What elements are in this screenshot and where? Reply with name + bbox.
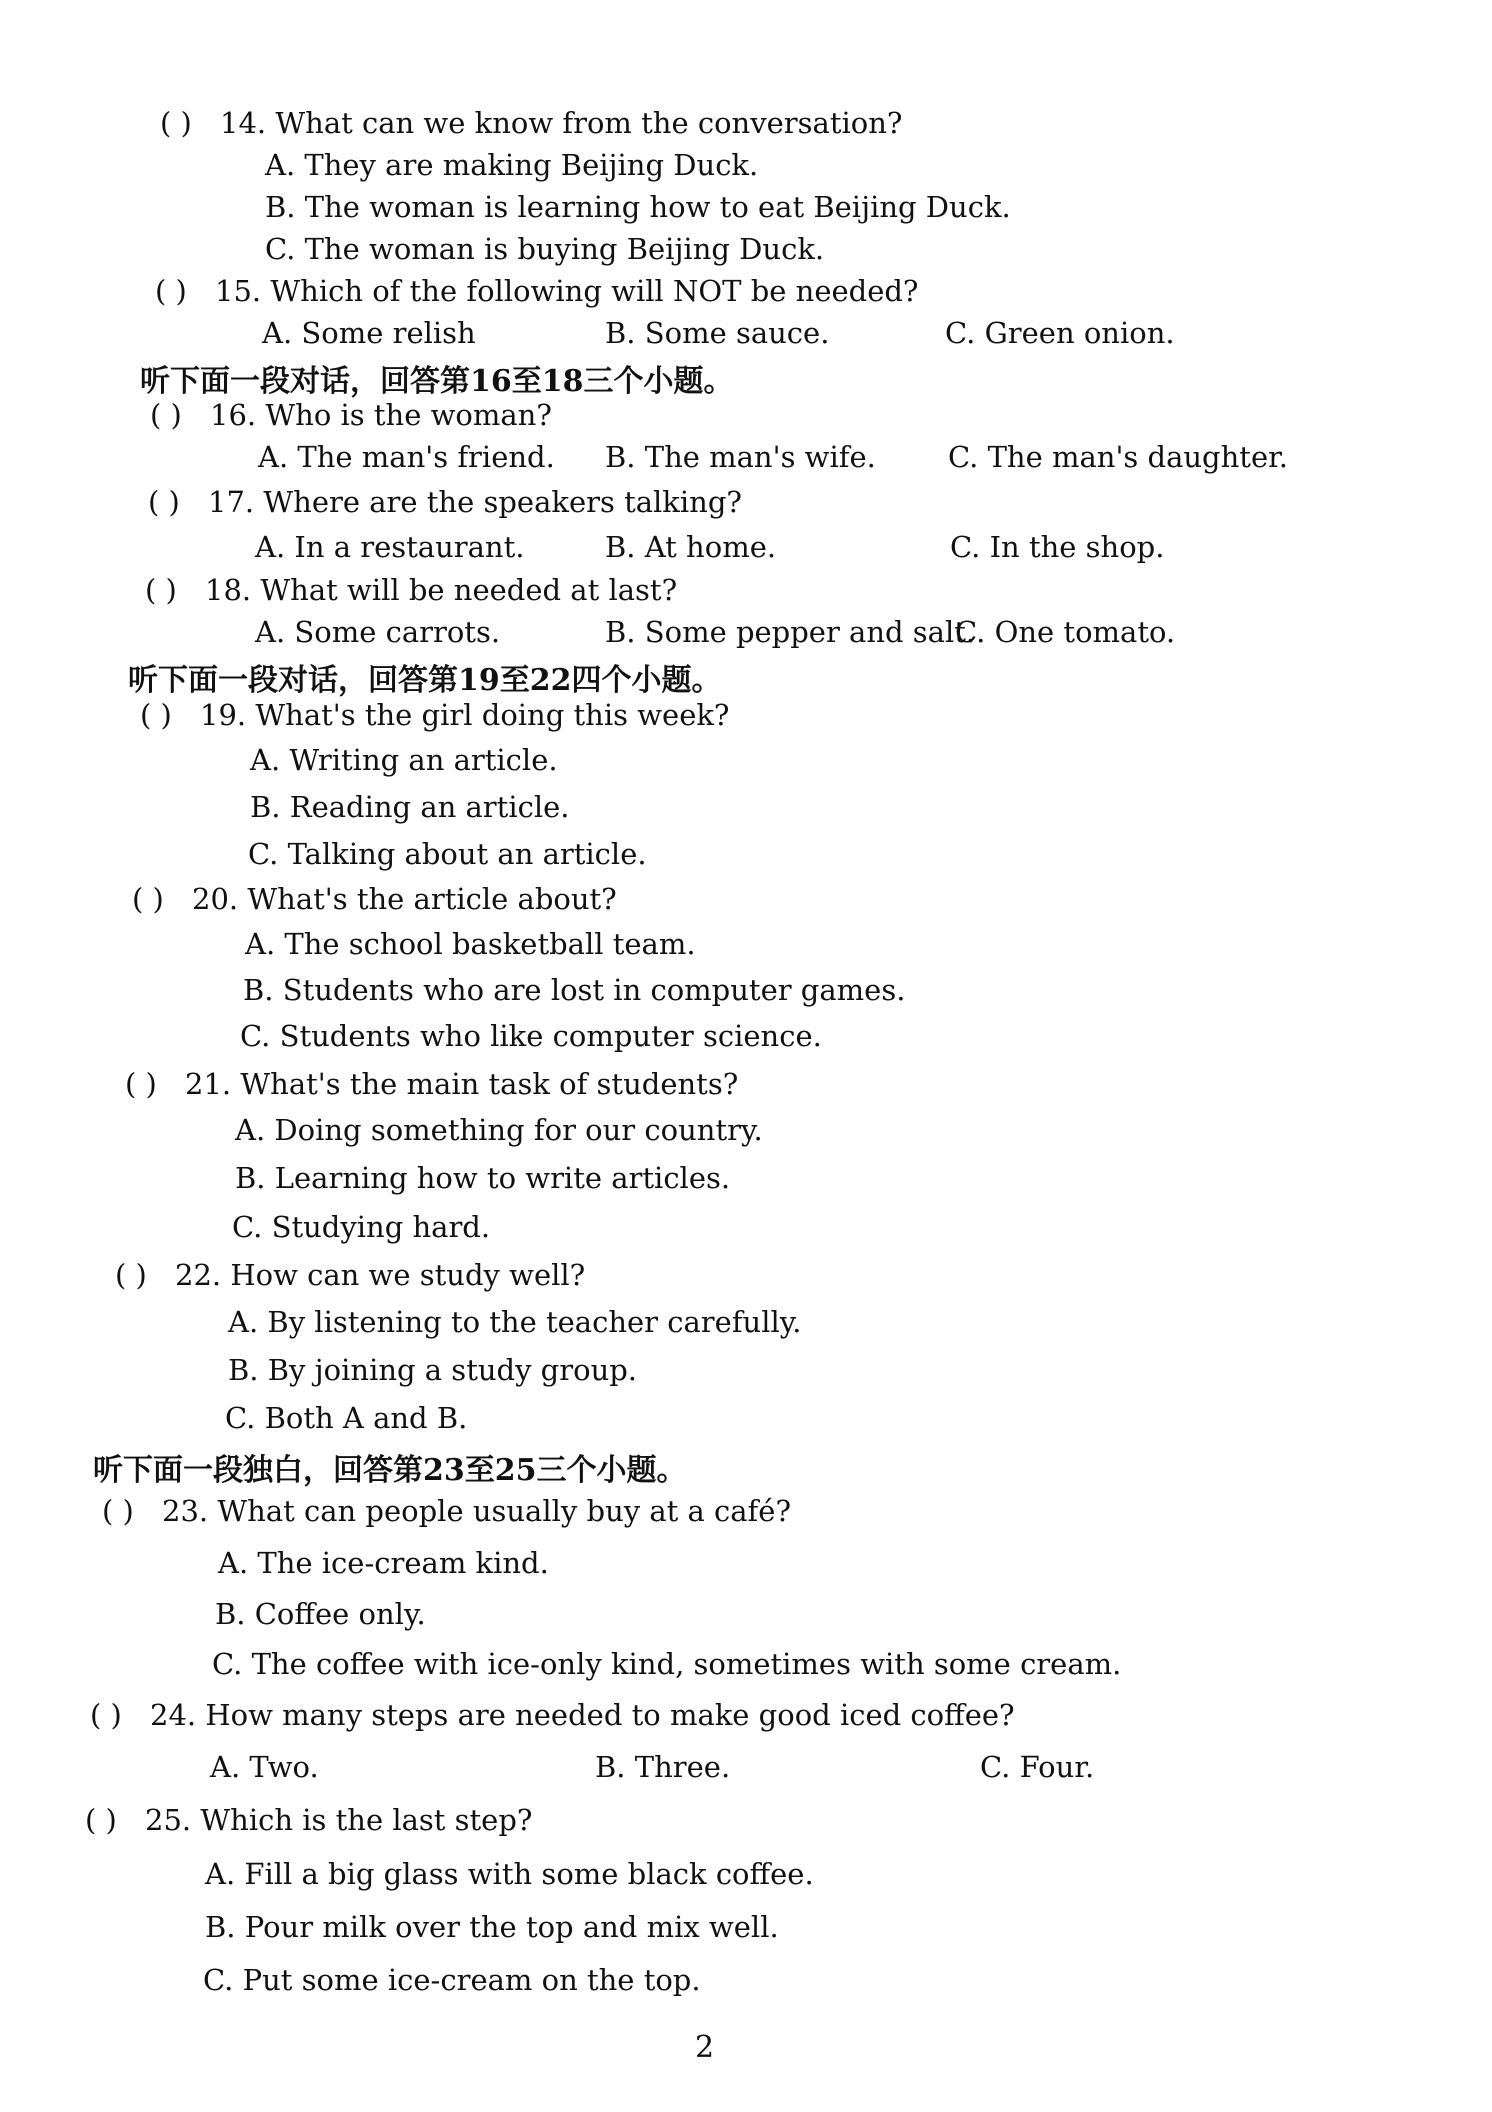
- q16-option-b: B. The man's wife.: [605, 440, 876, 474]
- q19-option-a: A. Writing an article.: [250, 743, 558, 777]
- question-14: ( ) 14. What can we know from the conversation?: [160, 106, 903, 140]
- q22-option-a: A. By listening to the teacher carefully.: [228, 1305, 802, 1339]
- q18-option-c: C. One tomato.: [955, 615, 1176, 649]
- section-heading-19-22: 听下面一段对话，回答第19至22四个小题。: [128, 663, 722, 698]
- q21-option-b: B. Learning how to write articles.: [235, 1161, 731, 1195]
- question-17: ( ) 17. Where are the speakers talking?: [148, 485, 742, 519]
- q15-option-a: A. Some relish: [262, 316, 476, 350]
- q15-option-c: C. Green onion.: [945, 316, 1175, 350]
- question-24: ( ) 24. How many steps are needed to make good iced coffee?: [90, 1698, 1015, 1732]
- answer-blank[interactable]: ( ): [140, 698, 172, 732]
- q23-option-c: C. The coffee with ice-only kind, sometimes with some cream.: [212, 1647, 1122, 1681]
- q20-option-a: A. The school basketball team.: [245, 927, 696, 961]
- answer-blank[interactable]: ( ): [155, 274, 187, 308]
- q23-option-b: B. Coffee only.: [215, 1597, 426, 1631]
- section-heading-16-18: 听下面一段对话，回答第16至18三个小题。: [140, 364, 734, 399]
- q25-option-b: B. Pour milk over the top and mix well.: [205, 1910, 779, 1944]
- q17-option-a: A. In a restaurant.: [255, 530, 525, 564]
- answer-blank[interactable]: ( ): [115, 1258, 147, 1292]
- q22-option-c: C. Both A and B.: [225, 1401, 468, 1435]
- answer-blank[interactable]: ( ): [148, 485, 180, 519]
- page-number: 2: [695, 2030, 715, 2065]
- question-25: ( ) 25. Which is the last step?: [85, 1803, 533, 1837]
- answer-blank[interactable]: ( ): [150, 398, 182, 432]
- q24-option-b: B. Three.: [595, 1750, 731, 1784]
- q21-option-a: A. Doing something for our country.: [235, 1113, 763, 1147]
- question-18: ( ) 18. What will be needed at last?: [145, 573, 678, 607]
- answer-blank[interactable]: ( ): [145, 573, 177, 607]
- q18-option-b: B. Some pepper and salt.: [605, 615, 976, 649]
- q14-option-c: C. The woman is buying Beijing Duck.: [265, 232, 825, 266]
- q19-option-c: C. Talking about an article.: [248, 837, 647, 871]
- q24-option-c: C. Four.: [980, 1750, 1095, 1784]
- q14-option-a: A. They are making Beijing Duck.: [265, 148, 759, 182]
- q20-option-c: C. Students who like computer science.: [240, 1019, 822, 1053]
- answer-blank[interactable]: ( ): [102, 1494, 134, 1528]
- q17-option-c: C. In the shop.: [950, 530, 1165, 564]
- q23-option-a: A. The ice-cream kind.: [218, 1546, 549, 1580]
- q19-option-b: B. Reading an article.: [250, 790, 570, 824]
- question-22: ( ) 22. How can we study well?: [115, 1258, 586, 1292]
- q16-option-c: C. The man's daughter.: [948, 440, 1289, 474]
- q24-option-a: A. Two.: [210, 1750, 319, 1784]
- q18-option-a: A. Some carrots.: [255, 615, 501, 649]
- answer-blank[interactable]: ( ): [85, 1803, 117, 1837]
- answer-blank[interactable]: ( ): [90, 1698, 122, 1732]
- q22-option-b: B. By joining a study group.: [228, 1353, 638, 1387]
- q15-option-b: B. Some sauce.: [605, 316, 830, 350]
- question-16: ( ) 16. Who is the woman?: [150, 398, 552, 432]
- question-21: ( ) 21. What's the main task of students?: [125, 1067, 739, 1101]
- question-19: ( ) 19. What's the girl doing this week?: [140, 698, 730, 732]
- q25-option-a: A. Fill a big glass with some black coffee.: [205, 1857, 814, 1891]
- question-20: ( ) 20. What's the article about?: [132, 882, 617, 916]
- q16-option-a: A. The man's friend.: [258, 440, 555, 474]
- q21-option-c: C. Studying hard.: [232, 1210, 491, 1244]
- answer-blank[interactable]: ( ): [132, 882, 164, 916]
- section-heading-23-25: 听下面一段独白，回答第23至25三个小题。: [93, 1453, 687, 1488]
- q20-option-b: B. Students who are lost in computer games.: [243, 973, 906, 1007]
- question-23: ( ) 23. What can people usually buy at a café?: [102, 1494, 791, 1528]
- q17-option-b: B. At home.: [605, 530, 777, 564]
- q25-option-c: C. Put some ice-cream on the top.: [203, 1963, 701, 1997]
- question-15: ( ) 15. Which of the following will NOT be needed?: [155, 274, 919, 308]
- answer-blank[interactable]: ( ): [125, 1067, 157, 1101]
- answer-blank[interactable]: ( ): [160, 106, 192, 140]
- q14-option-b: B. The woman is learning how to eat Beijing Duck.: [265, 190, 1011, 224]
